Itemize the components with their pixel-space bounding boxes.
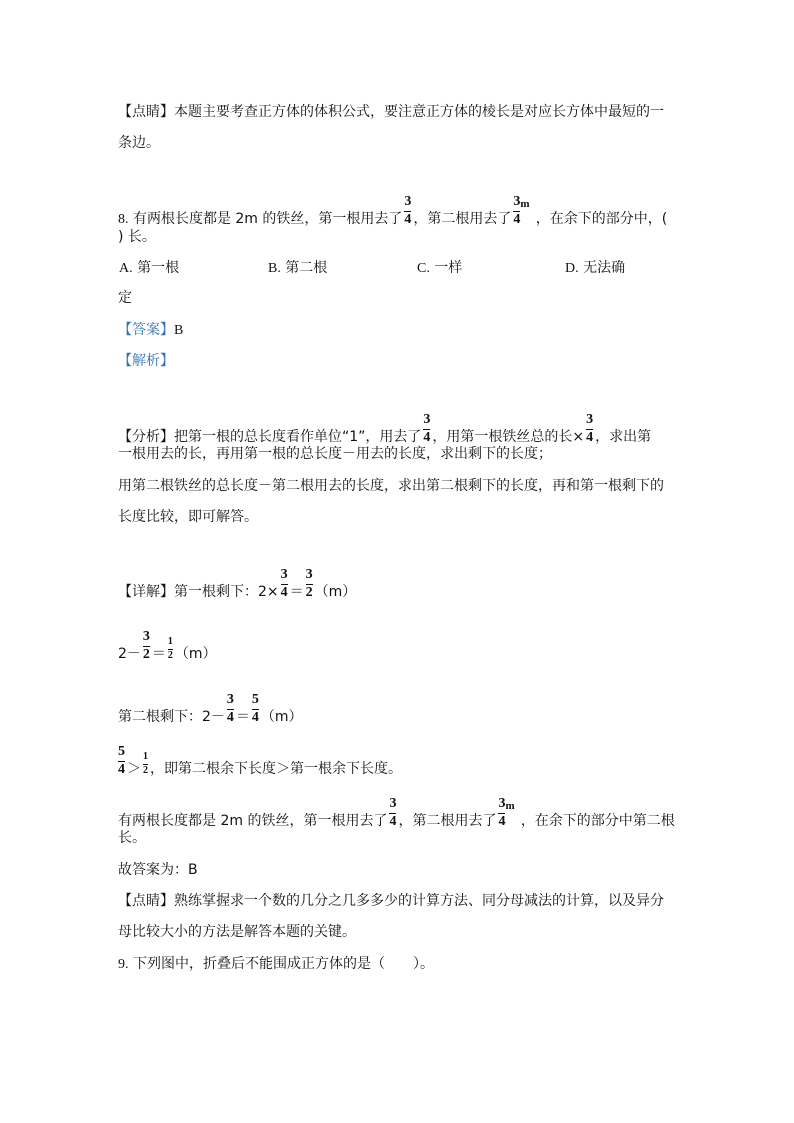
question-text: ，在余下的部分中，( xyxy=(535,211,668,227)
fraction xyxy=(498,796,515,829)
equals: ＝ xyxy=(235,709,250,725)
fraction xyxy=(143,752,148,776)
text: ，用第一根铁丝总的长× xyxy=(432,429,585,445)
dianjing-line2: 母比较大小的方法是解答本题的关键。 xyxy=(118,924,356,940)
fenxi-line4: 长度比较，即可解答。 xyxy=(118,509,258,525)
fraction xyxy=(143,630,150,662)
greater-than: ＞ xyxy=(127,761,141,777)
denominator: 4 xyxy=(226,710,234,725)
option-text: 第一根 xyxy=(137,260,180,276)
equals: ＝ xyxy=(289,584,304,600)
numerator: 3 xyxy=(142,629,150,644)
dianjing-prev-line1 xyxy=(118,102,664,122)
unit: （m） xyxy=(314,584,357,600)
unit: （m） xyxy=(260,709,303,725)
xiangjie-step5 xyxy=(118,797,675,831)
fraction xyxy=(252,693,259,725)
dianjing-prev-line2: 条边。 xyxy=(118,135,160,151)
denominator: 4 xyxy=(513,212,521,227)
text: 第二根剩下：2－ xyxy=(118,709,225,725)
unit: （m） xyxy=(174,646,217,662)
option-c[interactable] xyxy=(417,258,462,279)
numerator: 3 xyxy=(226,692,234,707)
conclusion: 故答案为：B xyxy=(118,862,198,878)
question-8 xyxy=(118,195,667,230)
fraction xyxy=(404,195,411,227)
fraction xyxy=(168,637,173,661)
fraction xyxy=(306,568,313,600)
option-d[interactable] xyxy=(565,258,625,279)
numerator: 3 xyxy=(404,194,412,209)
unit: m xyxy=(505,800,515,812)
option-text: 一样 xyxy=(434,260,463,276)
denominator: 4 xyxy=(404,212,412,227)
numerator: 1 xyxy=(143,751,148,762)
xiangjie-step2 xyxy=(118,630,217,664)
numerator: 3 xyxy=(423,412,431,427)
numerator: 3 xyxy=(586,412,594,427)
denominator: 2 xyxy=(143,765,148,776)
dianjing-text: 熟练掌握求一个数的几分之几多多少的计算方法、同分母减法的计算，以及异分 xyxy=(174,893,664,909)
numerator: 3 xyxy=(389,796,397,811)
xiangjie-step3 xyxy=(118,693,303,727)
option-letter: A. xyxy=(119,261,133,276)
text: ，第二根用去了 xyxy=(398,813,497,829)
fraction xyxy=(227,693,234,725)
analysis-label: 【解析】 xyxy=(118,353,174,369)
dianjing-label: 【点睛】 xyxy=(118,893,174,909)
text: 有两根长度都是 2m 的铁丝，第一根用去了 xyxy=(118,813,388,829)
fenxi-label: 【分析】 xyxy=(118,429,174,445)
denominator: 2 xyxy=(305,585,313,600)
numerator: 5 xyxy=(251,692,259,707)
numerator: 3 xyxy=(280,567,288,582)
denominator: 2 xyxy=(167,650,173,661)
question-text: 下列图中，折叠后不能围成正方体的是（ ）。 xyxy=(132,956,434,972)
text: 第一根剩下：2× xyxy=(174,584,279,600)
question-text: 有两根长度都是 2m 的铁丝，第一根用去了 xyxy=(132,211,403,227)
fenxi-line1 xyxy=(118,413,651,447)
question-number: 8. xyxy=(118,212,129,227)
fraction xyxy=(389,797,396,829)
answer-label: 【答案】 xyxy=(118,322,174,338)
text: 2－ xyxy=(118,646,141,662)
question-number: 9. xyxy=(118,957,129,972)
fenxi-line3: 用第二根铁丝的总长度－第二根用去的长度，求出第二根剩下的长度，再和第一根剩下的 xyxy=(118,478,664,494)
denominator: 4 xyxy=(423,430,431,445)
option-letter: C. xyxy=(417,261,430,276)
text: ，求出第 xyxy=(595,429,652,445)
numerator: 1 xyxy=(167,636,173,647)
fraction xyxy=(423,413,430,445)
option-a[interactable] xyxy=(119,258,179,279)
text: 把第一根的总长度看作单位“1”，用去了 xyxy=(174,429,422,445)
denominator: 4 xyxy=(280,585,288,600)
denominator: 4 xyxy=(118,762,125,777)
option-b[interactable] xyxy=(268,258,327,279)
xiangjie-step1 xyxy=(118,568,356,602)
option-text: 无法确 xyxy=(583,260,626,276)
xiangjie-step4 xyxy=(118,745,402,779)
equals: ＝ xyxy=(151,646,166,662)
fraction xyxy=(118,745,125,777)
numerator: 3 xyxy=(305,567,313,582)
denominator: 4 xyxy=(498,814,506,829)
denominator: 4 xyxy=(251,710,259,725)
question-text: ，第二根用去了 xyxy=(413,211,512,227)
denominator: 4 xyxy=(586,430,594,445)
fraction xyxy=(513,194,530,227)
option-letter: D. xyxy=(565,261,579,276)
xiangjie-step5-cont: 长。 xyxy=(118,830,146,846)
option-d-cont: 定 xyxy=(118,290,132,306)
dianjing-text: 本题主要考查正方体的体积公式，要注意正方体的棱长是对应长方体中最短的一 xyxy=(174,104,664,120)
xiangjie-label: 【详解】 xyxy=(118,584,174,600)
fraction xyxy=(281,568,288,600)
fenxi-line2: 一根用去的长，再用第一根的总长度－用去的长度，求出剩下的长度； xyxy=(118,446,552,462)
denominator: 2 xyxy=(142,647,150,662)
fraction xyxy=(586,413,593,445)
text: ，即第二根余下长度＞第一根余下长度。 xyxy=(150,761,402,777)
dianjing-label: 【点睛】 xyxy=(118,104,174,120)
denominator: 4 xyxy=(389,814,397,829)
numerator: 3 xyxy=(513,194,521,209)
question-8-cont: ) 长。 xyxy=(118,229,156,245)
numerator: 5 xyxy=(118,744,125,759)
options-row xyxy=(0,258,794,278)
question-9 xyxy=(118,954,434,975)
dianjing-line1 xyxy=(118,891,664,911)
text: ，在余下的部分中第二根 xyxy=(520,813,675,829)
numerator: 3 xyxy=(498,796,506,811)
unit: m xyxy=(520,198,530,210)
option-letter: B. xyxy=(268,261,281,276)
answer-value: B xyxy=(174,323,184,338)
option-text: 第二根 xyxy=(285,260,328,276)
answer xyxy=(118,320,183,341)
